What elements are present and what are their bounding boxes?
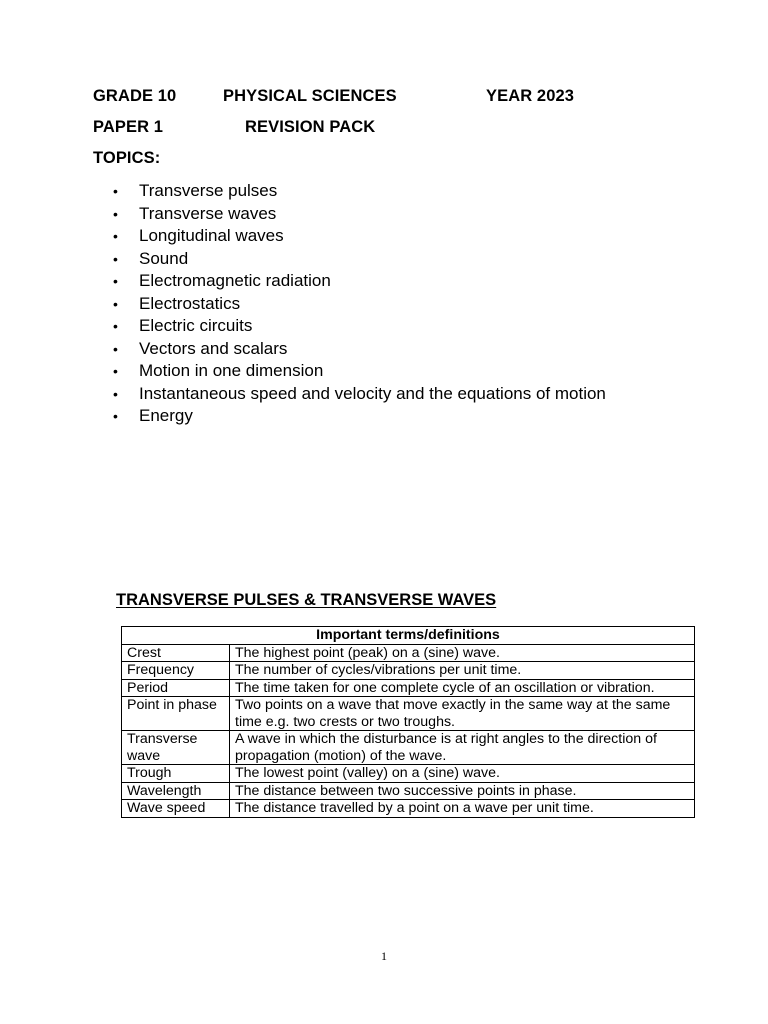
- section-title: TRANSVERSE PULSES & TRANSVERSE WAVES: [116, 591, 497, 609]
- definition-cell: The time taken for one complete cycle of an oscillation or vibration.: [230, 679, 695, 697]
- term-cell: Transverse wave: [122, 731, 230, 765]
- bullet-icon: •: [113, 318, 118, 334]
- definition-cell: A wave in which the disturbance is at right angles to the direction of propagation (motion) of the wave.: [230, 731, 695, 765]
- table-row: [122, 782, 695, 800]
- definitions-table: [121, 626, 695, 818]
- page-number: 1: [381, 949, 387, 963]
- bullet-icon: •: [113, 363, 118, 379]
- bullet-icon: •: [113, 250, 118, 267]
- definition-cell: The distance between two successive points in phase.: [230, 782, 695, 800]
- table-header: Important terms/definitions: [122, 627, 695, 645]
- bullet-icon: •: [113, 408, 118, 424]
- term-cell: Crest: [122, 644, 230, 662]
- bullet-icon: •: [113, 205, 118, 222]
- topic-text: Longitudinal waves: [139, 226, 284, 245]
- table-row: [122, 679, 695, 697]
- topic-text: Electrostatics: [139, 293, 241, 313]
- topic-item: [113, 270, 606, 293]
- topics-label: TOPICS:: [93, 149, 161, 167]
- definition-cell: The highest point (peak) on a (sine) wave.: [230, 644, 695, 662]
- topic-item: [113, 360, 606, 383]
- term-cell: Trough: [122, 765, 230, 783]
- bullet-icon: •: [113, 340, 118, 357]
- table-header-row: [122, 627, 695, 645]
- topic-text: Vectors and scalars: [139, 338, 288, 358]
- table-row: [122, 765, 695, 783]
- table-row: [122, 697, 695, 731]
- term-cell: Wavelength: [122, 782, 230, 800]
- paper-label: PAPER 1: [93, 118, 164, 136]
- term-cell: Frequency: [122, 662, 230, 680]
- topic-text: Energy: [139, 406, 193, 425]
- term-cell: Wave speed: [122, 800, 230, 818]
- topic-item: [113, 315, 606, 338]
- revision-pack-label: REVISION PACK: [245, 118, 376, 136]
- topic-item: [113, 405, 606, 428]
- year-label: YEAR 2023: [486, 87, 575, 105]
- term-cell: Period: [122, 679, 230, 697]
- topic-item: [113, 293, 606, 316]
- definition-cell: Two points on a wave that move exactly in the same way at the same time e.g. two crests or two troughs.: [230, 697, 695, 731]
- topic-item: [113, 338, 606, 361]
- topics-list: [113, 180, 606, 428]
- table-row: [122, 644, 695, 662]
- bullet-icon: •: [113, 273, 118, 289]
- topic-text: Motion in one dimension: [139, 361, 324, 380]
- topic-item: [113, 225, 606, 248]
- definition-cell: The lowest point (valley) on a (sine) wave.: [230, 765, 695, 783]
- grade-label: GRADE 10: [93, 87, 177, 105]
- table-row: [122, 731, 695, 765]
- topic-item: [113, 248, 606, 271]
- bullet-icon: •: [113, 228, 118, 244]
- topic-item: [113, 383, 606, 406]
- topic-item: [113, 203, 606, 226]
- table-row: [122, 800, 695, 818]
- topic-item: [113, 180, 606, 203]
- topic-text: Instantaneous speed and velocity and the equations of motion: [139, 383, 606, 403]
- bullet-icon: •: [113, 183, 118, 199]
- topic-text: Sound: [139, 248, 189, 268]
- term-cell: Point in phase: [122, 697, 230, 731]
- definition-cell: The number of cycles/vibrations per unit time.: [230, 662, 695, 680]
- bullet-icon: •: [113, 385, 118, 402]
- subject-label: PHYSICAL SCIENCES: [223, 87, 397, 105]
- definition-cell: The distance travelled by a point on a wave per unit time.: [230, 800, 695, 818]
- bullet-icon: •: [113, 295, 118, 312]
- topic-text: Transverse pulses: [139, 181, 278, 200]
- table-row: [122, 662, 695, 680]
- topic-text: Transverse waves: [139, 203, 277, 223]
- topic-text: Electric circuits: [139, 316, 253, 335]
- topic-text: Electromagnetic radiation: [139, 271, 331, 290]
